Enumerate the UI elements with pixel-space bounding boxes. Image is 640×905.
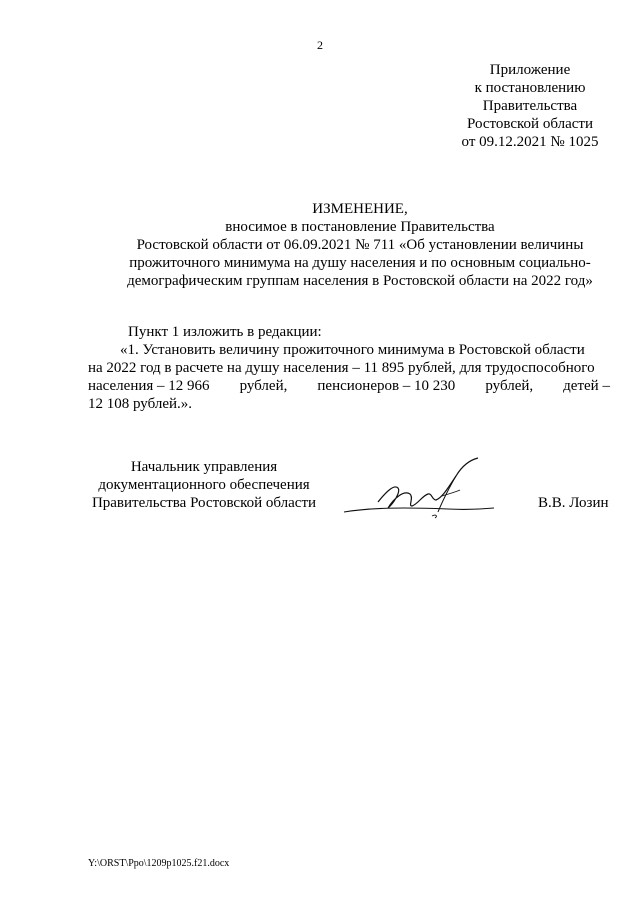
appendix-line-2: к постановлению <box>474 80 586 96</box>
signatory-line-1: Начальник управления <box>130 459 278 475</box>
paragraph-2-line-3 <box>88 377 610 395</box>
appendix-line-3: Правительства <box>482 98 578 114</box>
signatory-line-3: Правительства Ростовской области <box>91 495 317 511</box>
appendix-line-4: Ростовской области <box>467 116 593 132</box>
paragraph-2-line-1: «1. Установить величину прожиточного минимума в Ростовской области <box>120 342 585 358</box>
handwritten-signature <box>338 452 498 524</box>
title-heading: ИЗМЕНЕНИЕ, <box>312 201 408 217</box>
page-number: 2 <box>317 38 323 52</box>
signatory-title <box>88 458 320 512</box>
title-line-4: демографическим группам населения в Ростовской области на 2022 год» <box>127 273 593 289</box>
line-3-part-4: рублей, <box>485 378 534 394</box>
signatory-name: В.В. Лозин <box>538 495 609 511</box>
paragraph-1: Пункт 1 изложить в редакции: <box>128 324 322 340</box>
title-line-1: вносимое в постановление Правительства <box>225 219 495 235</box>
line-3-part-2: рублей, <box>239 378 288 394</box>
body-text <box>88 323 610 413</box>
appendix-line-1: Приложение <box>489 62 571 78</box>
document-title <box>60 200 640 290</box>
paragraph-2-line-4: 12 108 рублей.». <box>88 396 193 412</box>
title-line-3: прожиточного минимума на душу населения и по основным социально- <box>129 255 591 271</box>
line-3-part-5: детей – <box>563 378 610 394</box>
file-path: Y:\ORST\Ppo\1209p1025.f21.docx <box>88 858 230 869</box>
title-line-2: Ростовской области от 06.09.2021 № 711 «Об установлении величины <box>136 237 584 253</box>
appendix-line-5: от 09.12.2021 № 1025 <box>461 134 599 150</box>
appendix-header <box>420 61 640 151</box>
paragraph-2-line-2: на 2022 год в расчете на душу населения – 11 895 рублей, для трудоспособного <box>88 360 595 376</box>
line-3-part-3: пенсионеров – 10 230 <box>317 378 456 394</box>
line-3-part-1: населения – 12 966 <box>88 378 210 394</box>
signatory-line-2: документационного обеспечения <box>98 477 310 493</box>
